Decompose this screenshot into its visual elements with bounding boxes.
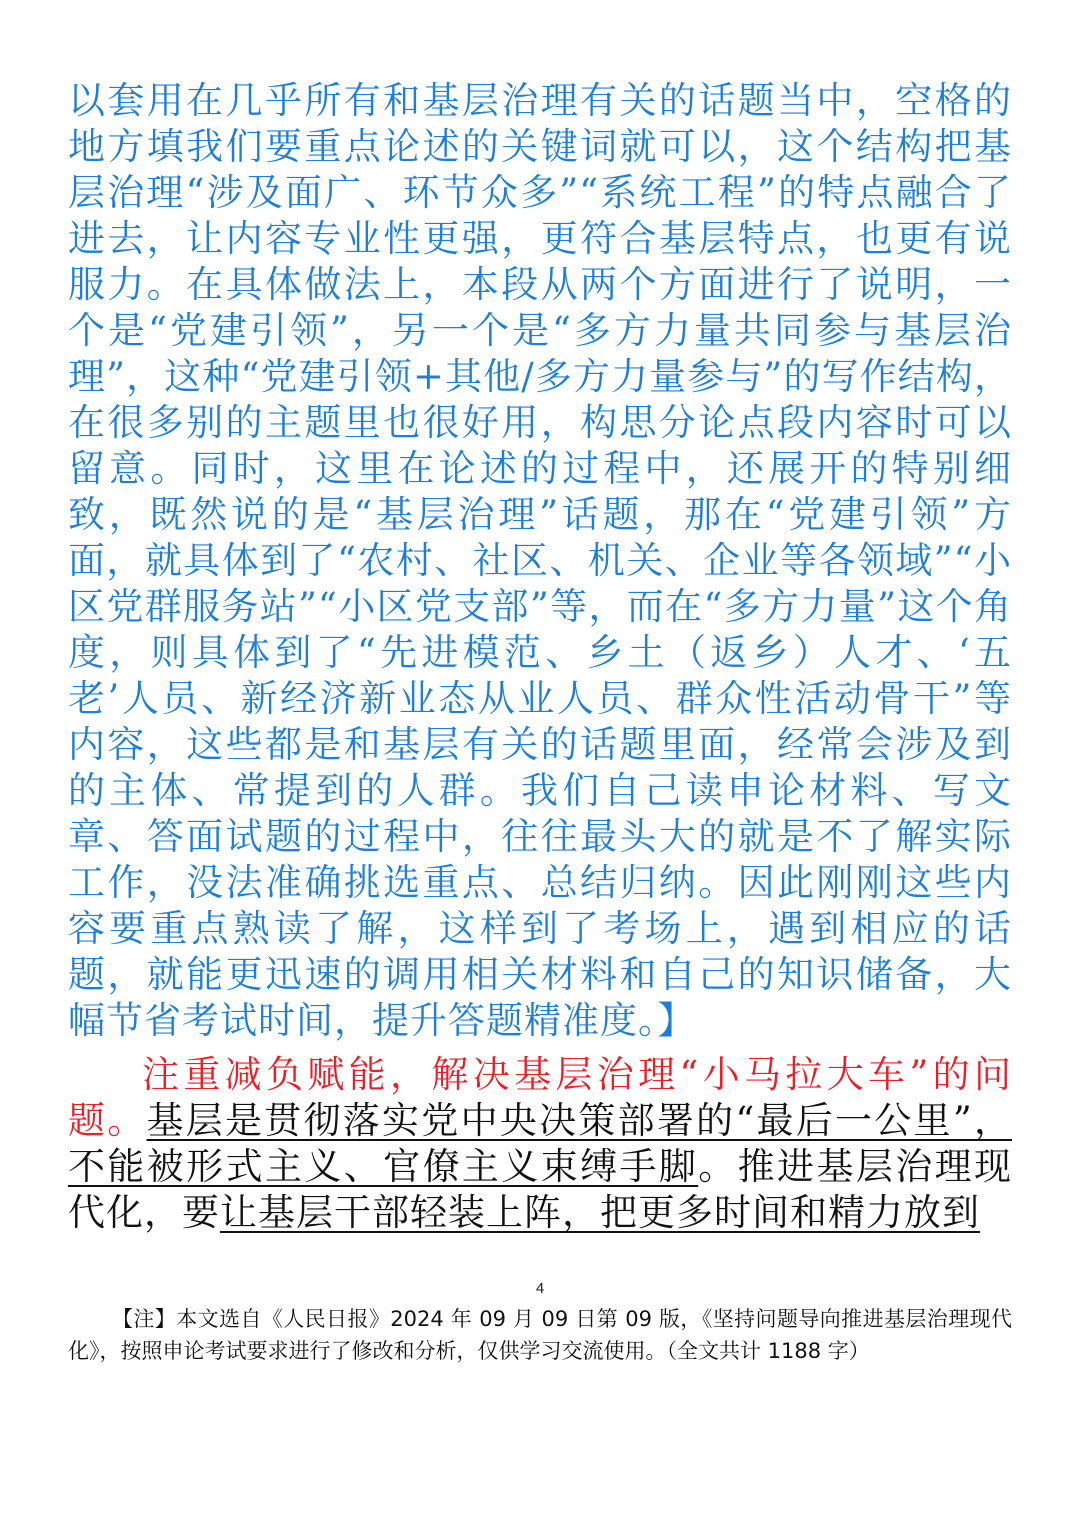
- body-paragraph: [68, 1052, 1012, 1236]
- document-page: [68, 78, 1012, 1236]
- section-heading: 注重减负赋能，解决基层治理“小马拉大车”的问题。: [68, 1053, 1012, 1142]
- sentence-1-end: 。推进基层治理现代化，要: [68, 1145, 1013, 1234]
- underlined-sentence-1: 基层是贯彻落实党中央决策部署的“最后一公里”，不能被形式主义、官僚主义束缚手脚: [68, 1099, 1012, 1188]
- footnote: 【注】本文选自《人民日报》2024 年 09 月 09 日第 09 版，《坚持问题导向推进基层治理现代化》，按照申论考试要求进行了修改和分析，仅供学习交流使用。（全文共计 1188 字）: [68, 1307, 1012, 1363]
- analysis-paragraph: 以套用在几乎所有和基层治理有关的话题当中，空格的地方填我们要重点论述的关键词就可以，这个结构把基层治理“涉及面广、环节众多”“系统工程”的特点融合了进去，让内容专业性更强，更符合基层特点，也更有说服力。在具体做法上，本段从两个方面进行了说明，一个是“党建引领”，另一个是“多方力量共同参与基层治理”，这种“党建引领+其他/多方力量参与”的写作结构，在很多别的主题里也很好用，构思分论点段内容时可以留意。同时，这里在论述的过程中，还展开的特别细致，既然说的是“基层治理”话题，那在“党建引领”方面，就具体到了“农村、社区、机关、企业等各领域”“小区党群服务站”“小区党支部”等，而在“多方力量”这个角度，则具体到了“先进模范、乡土（返乡）人才、‘五老’人员、新经济新业态从业人员、群众性活动骨干”等内容，这些都是和基层有关的话题里面，经常会涉及到的主体、常提到的人群。我们自己读申论材料、写文章、答面试题的过程中，往往最头大的就是不了解实际工作，没法准确挑选重点、总结归纳。因此刚刚这些内容要重点熟读了解，这样到了考场上，遇到相应的话题，就能更迅速的调用相关材料和自己的知识储备，大幅节省考试时间，提升答题精准度。】: [68, 79, 1012, 1042]
- page-number: 4: [535, 1280, 545, 1297]
- underlined-sentence-2: 让基层干部轻装上阵，把更多时间和精力放到: [220, 1191, 980, 1234]
